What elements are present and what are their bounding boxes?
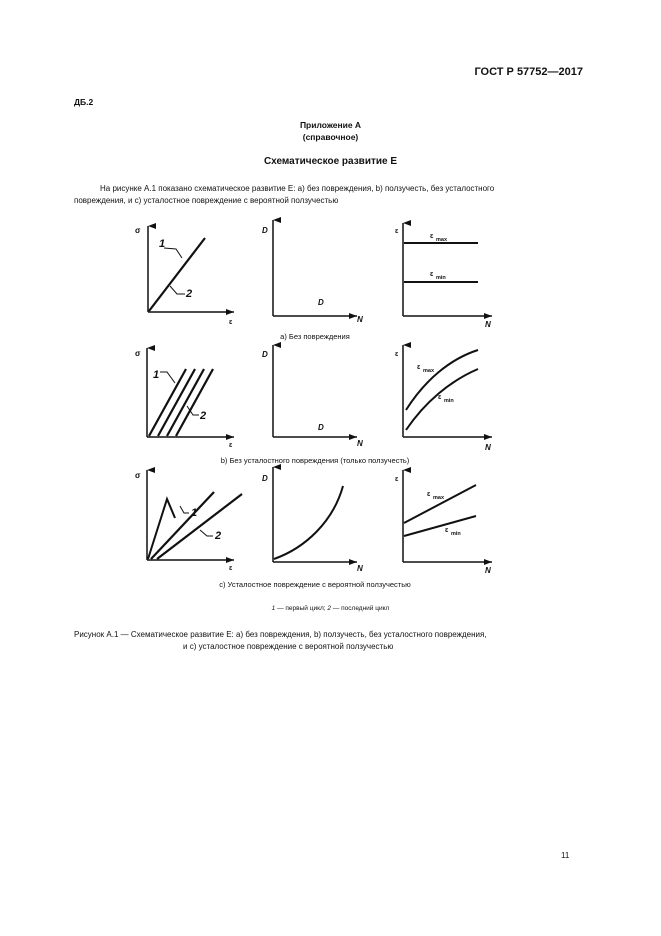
page-number: 11 xyxy=(561,851,570,860)
intro-line-1: На рисунке А.1 показано схематическое развитие Е: а) без повреждения, b) ползучесть, без усталостного xyxy=(100,184,495,193)
leader-1 xyxy=(160,372,175,383)
eps-min-curve xyxy=(406,369,478,430)
panel-a-damage xyxy=(262,220,363,324)
axis-eps: ε xyxy=(229,565,233,572)
min-subscript: min xyxy=(444,398,454,404)
eps-max-curve xyxy=(406,350,478,410)
figure-legend xyxy=(0,605,661,612)
axis-n: N xyxy=(357,439,363,448)
axis-n: N xyxy=(485,443,491,452)
eps-symbol: ε xyxy=(430,271,434,278)
damage-curve xyxy=(274,486,343,559)
label-first-cycle: 1 xyxy=(153,369,160,381)
appendix-subtitle: (справочное) xyxy=(302,132,359,142)
axis-sigma: σ xyxy=(135,226,141,235)
panel-b-strain-cycles xyxy=(395,345,492,452)
leader-1 xyxy=(180,506,189,513)
axis-d: D xyxy=(262,226,268,235)
intro-line-2: повреждения, и с) усталостное повреждение с вероятной ползучестью xyxy=(74,196,339,205)
axis-d: D xyxy=(262,474,268,483)
figure-caption-line-2: и с) усталостное повреждение с вероятной ползучестью xyxy=(183,642,394,651)
legend-text-2: — последний цикл xyxy=(331,605,390,612)
row-c-caption: с) Усталостное повреждение с вероятной ползучестью xyxy=(219,580,411,589)
axis-n: N xyxy=(485,566,491,575)
eps-min-line xyxy=(404,516,476,536)
panel-c-strain-cycles xyxy=(395,470,492,575)
min-subscript: min xyxy=(436,275,446,281)
damage-zero-label: D xyxy=(318,298,324,307)
row-b-caption: b) Без усталостного повреждения (только ползучесть) xyxy=(220,456,410,465)
eps-symbol: ε xyxy=(417,364,421,371)
axis-eps: ε xyxy=(229,442,233,449)
load-line xyxy=(149,238,205,311)
leader-2 xyxy=(200,530,213,536)
axis-eps: ε xyxy=(229,319,233,326)
legend-number-1: 1 xyxy=(271,605,276,612)
axis-n: N xyxy=(357,564,363,573)
figure-caption-line-1: Рисунок А.1 — Схематическое развитие Е: а) без повреждения, b) ползучесть, без усталостного повреждения, xyxy=(74,630,487,639)
max-subscript: max xyxy=(436,237,448,243)
eps-max-line xyxy=(404,485,476,523)
axis-eps: ε xyxy=(395,476,399,483)
first-cycle-path xyxy=(148,499,175,559)
damage-zero-label: D xyxy=(318,423,324,432)
axis-n: N xyxy=(485,320,491,329)
axis-sigma: σ xyxy=(135,471,141,480)
appendix-title: Приложение А xyxy=(299,120,362,130)
panel-b-damage xyxy=(262,345,363,448)
label-last-cycle: 2 xyxy=(186,288,193,300)
panel-a-strain-cycles xyxy=(395,223,492,329)
label-last-cycle: 2 xyxy=(215,530,222,542)
load-line xyxy=(158,369,195,436)
legend-text-1: — первый цикл; xyxy=(275,605,328,612)
section-label: ДБ.2 xyxy=(74,97,94,107)
leader-2 xyxy=(170,286,185,294)
load-line xyxy=(151,492,214,559)
label-first-cycle: 1 xyxy=(159,238,166,250)
axis-d: D xyxy=(262,350,268,359)
min-subscript: min xyxy=(451,531,461,537)
label-first-cycle: 1 xyxy=(191,507,198,519)
label-last-cycle: 2 xyxy=(200,410,207,422)
document-code: ГОСТ Р 57752—2017 xyxy=(474,66,583,78)
axis-n: N xyxy=(357,315,363,324)
max-subscript: max xyxy=(433,495,445,501)
axis-sigma: σ xyxy=(135,349,141,358)
max-subscript: max xyxy=(423,368,435,374)
panel-c-damage xyxy=(262,467,363,573)
legend-number-2: 2 xyxy=(327,605,332,612)
row-a-caption: а) Без повреждения xyxy=(280,332,350,341)
panel-c-stress-strain xyxy=(135,470,242,572)
panel-a-stress-strain xyxy=(135,226,234,326)
eps-symbol: ε xyxy=(438,394,442,401)
axis-eps: ε xyxy=(395,351,399,358)
leader-1 xyxy=(164,248,182,258)
eps-symbol: ε xyxy=(427,491,431,498)
panel-b-stress-strain xyxy=(135,348,234,449)
section-heading: Схематическое развитие Е xyxy=(263,156,398,167)
eps-symbol: ε xyxy=(430,233,434,240)
axis-eps: ε xyxy=(395,228,399,235)
eps-symbol: ε xyxy=(445,527,449,534)
